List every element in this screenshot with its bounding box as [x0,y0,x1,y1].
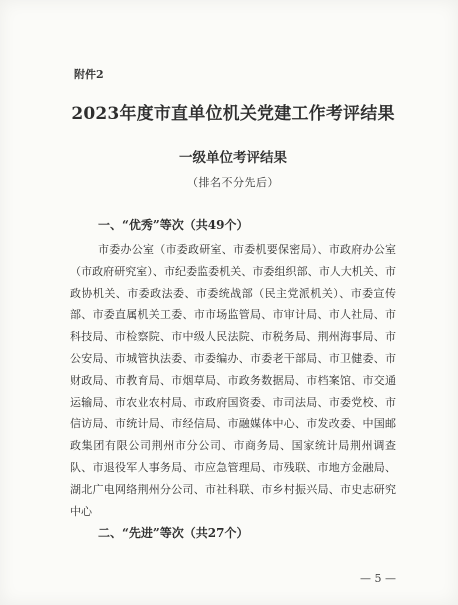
section-excellent-heading: 一、“优秀”等次（共49个） [98,218,249,232]
section-advanced-heading: 二、“先进”等次（共27个） [98,526,249,541]
document-title: 2023年度市直单位机关党建工作考评结果 [71,104,395,124]
page-number: — 5 — [360,572,396,585]
section-excellent-list: 市委办公室（市委政研室、市委机要保密局）、市政府办公室（市政府研究室）、市纪委监委机关、市委组织部、市人大机关、市政协机关、市委政法委、市委统战部（民主党派机关）、市委宣传部、市委直属机关工委、市市场监管局、市审计局、市人社局、市科技局、市检察院、市中级人民法院、市税务局、荆州海事局、市公安局、市城管执法委、市委编办、市委老干部局、市卫健委、市财政局、市教育局、市烟草局、市政务数据局、市档案馆、市交通运输局、市农业农村局、市政府国资委、市司法局、市委党校、市信访局、市统计局、市经信局、市融媒体中心、市发改委、中国邮政集团有限公司荆州市分公司、市商务局、国家统计局荆州调查队、市退役军人事务局、市应急管理局、市残联、市地方金融局、湖北广电网络荆州分公司、市社科联、市乡村振兴局、市史志研究中心 [70,243,396,518]
ranking-note: （排名不分先后） [187,176,279,189]
document-subtitle: 一级单位考评结果 [179,150,287,166]
attachment-label: 附件2 [74,68,104,81]
